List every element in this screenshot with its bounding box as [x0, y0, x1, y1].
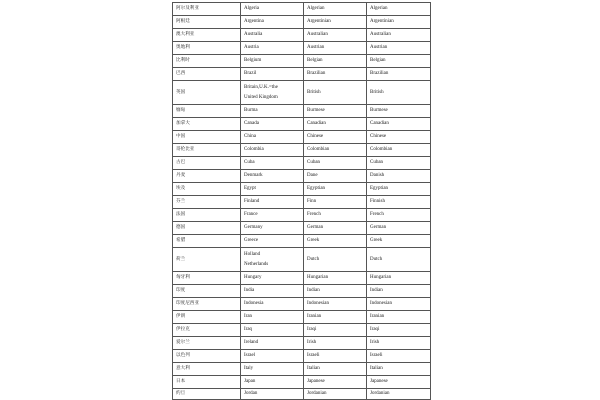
table-row: [173, 55, 431, 68]
adjective-cell: Finn: [304, 196, 367, 209]
adjective-cell: Chinese: [304, 131, 367, 144]
chinese-name-cell: 德国: [173, 222, 241, 235]
people-cell: Belgian: [367, 55, 431, 68]
adjective-cell: Italian: [304, 363, 367, 376]
table-row: [173, 157, 431, 170]
chinese-name-cell: 意大利: [173, 363, 241, 376]
adjective-cell: Israeli: [304, 350, 367, 363]
table-row: [173, 16, 431, 29]
people-cell: Indonesian: [367, 298, 431, 311]
country-cell: India: [241, 285, 304, 298]
adjective-cell: Iranian: [304, 311, 367, 324]
table-row: [173, 131, 431, 144]
people-cell: Italian: [367, 363, 431, 376]
adjective-cell: Irish: [304, 337, 367, 350]
country-cell: Jordan: [241, 389, 304, 400]
people-cell: Colombian: [367, 144, 431, 157]
country-cell: Belgium: [241, 55, 304, 68]
chinese-name-cell: 哥伦比亚: [173, 144, 241, 157]
table-row: [173, 68, 431, 81]
chinese-name-cell: 奥地利: [173, 42, 241, 55]
people-cell: German: [367, 222, 431, 235]
adjective-cell: German: [304, 222, 367, 235]
adjective-cell: Indonesian: [304, 298, 367, 311]
chinese-name-cell: 丹麦: [173, 170, 241, 183]
adjective-cell: Algerian: [304, 3, 367, 16]
chinese-name-cell: 伊拉克: [173, 324, 241, 337]
people-cell: Greek: [367, 235, 431, 248]
table-row: [173, 222, 431, 235]
people-cell: Burmese: [367, 105, 431, 118]
country-cell: Iraq: [241, 324, 304, 337]
people-cell: Iranian: [367, 311, 431, 324]
chinese-name-cell: 伊朗: [173, 311, 241, 324]
people-cell: Danish: [367, 170, 431, 183]
country-cell: Algeria: [241, 3, 304, 16]
country-cell: Israel: [241, 350, 304, 363]
country-cell: Colombia: [241, 144, 304, 157]
table-row: [173, 42, 431, 55]
people-cell: Chinese: [367, 131, 431, 144]
chinese-name-cell: 中国: [173, 131, 241, 144]
chinese-name-cell: 希腊: [173, 235, 241, 248]
people-cell: Finnish: [367, 196, 431, 209]
people-cell: Argentinian: [367, 16, 431, 29]
country-cell: Hungary: [241, 272, 304, 285]
chinese-name-cell: 阿根廷: [173, 16, 241, 29]
adjective-cell: Dane: [304, 170, 367, 183]
country-cell: Burma: [241, 105, 304, 118]
people-cell: Cuban: [367, 157, 431, 170]
chinese-name-cell: 匈牙利: [173, 272, 241, 285]
table-row: [173, 337, 431, 350]
people-cell: Algerian: [367, 3, 431, 16]
adjective-cell: Australian: [304, 29, 367, 42]
adjective-cell: Belgian: [304, 55, 367, 68]
adjective-cell: Indian: [304, 285, 367, 298]
adjective-cell: Canadian: [304, 118, 367, 131]
chinese-name-cell: 爱尔兰: [173, 337, 241, 350]
chinese-name-cell: 英国: [173, 81, 241, 105]
people-cell: Iraqi: [367, 324, 431, 337]
chinese-name-cell: 古巴: [173, 157, 241, 170]
country-cell: Italy: [241, 363, 304, 376]
table-row: [173, 298, 431, 311]
adjective-cell: Iraqi: [304, 324, 367, 337]
country-cell: Cuba: [241, 157, 304, 170]
adjective-cell: Dutch: [304, 248, 367, 272]
chinese-name-cell: 日本: [173, 376, 241, 389]
table-row: [173, 389, 431, 400]
table-row: [173, 350, 431, 363]
adjective-cell: Cuban: [304, 157, 367, 170]
country-cell: Finland: [241, 196, 304, 209]
country-cell: [241, 248, 304, 272]
country-cell: Greece: [241, 235, 304, 248]
adjective-cell: Egyptian: [304, 183, 367, 196]
table-row: [173, 144, 431, 157]
chinese-name-cell: 缅甸: [173, 105, 241, 118]
adjective-cell: Argentinian: [304, 16, 367, 29]
table-row: [173, 272, 431, 285]
country-cell: Indonesia: [241, 298, 304, 311]
people-cell: Egyptian: [367, 183, 431, 196]
table-row: [173, 376, 431, 389]
country-cell: France: [241, 209, 304, 222]
table-row: [173, 196, 431, 209]
country-cell: Australia: [241, 29, 304, 42]
chinese-name-cell: 芬兰: [173, 196, 241, 209]
chinese-name-cell: 加拿大: [173, 118, 241, 131]
table-row: [173, 248, 431, 272]
adjective-cell: Hungarian: [304, 272, 367, 285]
adjective-cell: Austrian: [304, 42, 367, 55]
country-cell: Iran: [241, 311, 304, 324]
people-cell: Jordanian: [367, 389, 431, 400]
chinese-name-cell: 巴西: [173, 68, 241, 81]
chinese-name-cell: 阿尔及利亚: [173, 3, 241, 16]
table-row: [173, 183, 431, 196]
people-cell: Australian: [367, 29, 431, 42]
table-row: [173, 81, 431, 105]
adjective-cell: Japanese: [304, 376, 367, 389]
adjective-cell: Colombian: [304, 144, 367, 157]
country-cell: Japan: [241, 376, 304, 389]
chinese-name-cell: 约旦: [173, 389, 241, 400]
table-row: [173, 105, 431, 118]
people-cell: Israeli: [367, 350, 431, 363]
chinese-name-cell: 法国: [173, 209, 241, 222]
table-row: [173, 29, 431, 42]
country-cell: Ireland: [241, 337, 304, 350]
country-cell: China: [241, 131, 304, 144]
adjective-cell: British: [304, 81, 367, 105]
people-cell: Canadian: [367, 118, 431, 131]
chinese-name-cell: 印度尼西亚: [173, 298, 241, 311]
country-line-2: Netherlands: [244, 261, 269, 267]
adjective-cell: Greek: [304, 235, 367, 248]
adjective-cell: Brazilian: [304, 68, 367, 81]
country-line-1: Britain,U.K.=the: [244, 84, 278, 90]
table-row: [173, 3, 431, 16]
people-cell: French: [367, 209, 431, 222]
chinese-name-cell: 澳大利亚: [173, 29, 241, 42]
table-row: [173, 311, 431, 324]
table-row: [173, 235, 431, 248]
chinese-name-cell: 比利时: [173, 55, 241, 68]
country-line-1: Holland: [244, 251, 261, 257]
country-cell: Austria: [241, 42, 304, 55]
people-cell: British: [367, 81, 431, 105]
adjective-cell: Burmese: [304, 105, 367, 118]
chinese-name-cell: 印度: [173, 285, 241, 298]
country-cell: Germany: [241, 222, 304, 235]
country-cell: Egypt: [241, 183, 304, 196]
table-row: [173, 170, 431, 183]
people-cell: Irish: [367, 337, 431, 350]
people-cell: Hungarian: [367, 272, 431, 285]
people-cell: Indian: [367, 285, 431, 298]
people-cell: Brazilian: [367, 68, 431, 81]
chinese-name-cell: 荷兰: [173, 248, 241, 272]
chinese-name-cell: 以色列: [173, 350, 241, 363]
people-cell: Austrian: [367, 42, 431, 55]
chinese-name-cell: 埃及: [173, 183, 241, 196]
country-cell: [241, 81, 304, 105]
nationality-table: [172, 2, 431, 400]
country-cell: Denmark: [241, 170, 304, 183]
table-row: [173, 285, 431, 298]
people-cell: Japanese: [367, 376, 431, 389]
country-cell: Argentina: [241, 16, 304, 29]
country-cell: Canada: [241, 118, 304, 131]
adjective-cell: Jordanian: [304, 389, 367, 400]
country-line-2: United Kingdom: [244, 94, 278, 100]
table-row: [173, 118, 431, 131]
table-row: [173, 363, 431, 376]
people-cell: Dutch: [367, 248, 431, 272]
table-row: [173, 209, 431, 222]
adjective-cell: French: [304, 209, 367, 222]
country-cell: Brazil: [241, 68, 304, 81]
table-body: [173, 3, 431, 400]
table-row: [173, 324, 431, 337]
